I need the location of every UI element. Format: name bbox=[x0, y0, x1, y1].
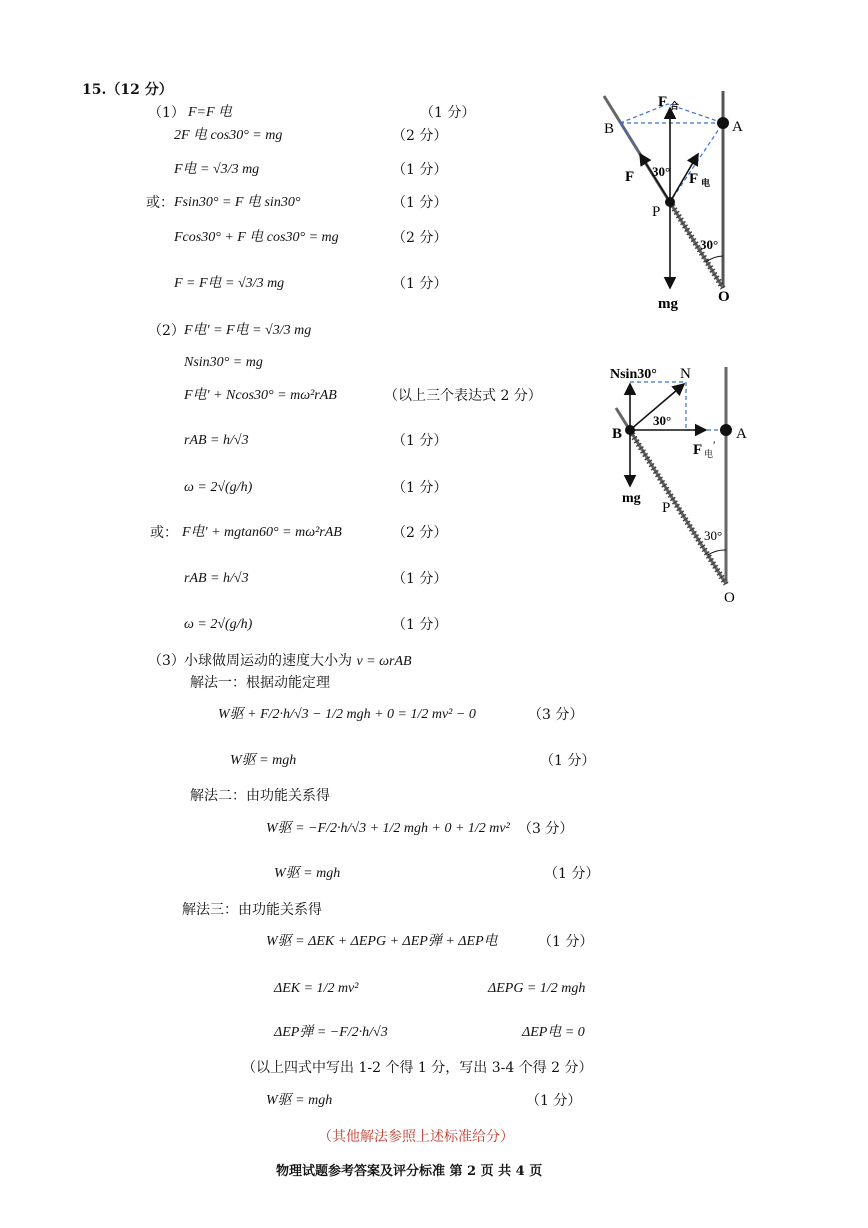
final-mark: （1 分） bbox=[526, 1093, 582, 1109]
label-f-he: F bbox=[658, 94, 668, 110]
label-angle-bottom-2: 30° bbox=[704, 528, 723, 543]
label-angle-top: 30° bbox=[652, 164, 671, 179]
ball-a-2 bbox=[720, 424, 732, 436]
label-b: B bbox=[604, 121, 615, 137]
label-a-2: A bbox=[736, 426, 747, 442]
label-f-he-sub: 合 bbox=[670, 101, 680, 111]
p2-line6: F电′ + mgtan60° = mω²rAB bbox=[182, 525, 342, 540]
p2-line7: rAB = h/√3 bbox=[184, 571, 249, 586]
figure-1-force-diagram bbox=[590, 86, 750, 316]
p2-mark7: （1 分） bbox=[392, 571, 448, 587]
p1-mark6: （1 分） bbox=[392, 276, 448, 292]
label-angle-bottom: 30° bbox=[700, 237, 719, 252]
label-o-2: O bbox=[724, 590, 735, 606]
p2-or-prefix: 或： bbox=[150, 525, 178, 541]
p3-intro: 小球做周运动的速度大小为 v = ωrAB bbox=[184, 653, 412, 669]
p1-mark1: （1 分） bbox=[420, 105, 476, 121]
p2-line8: ω = 2√(g/h) bbox=[184, 617, 253, 632]
label-n: N bbox=[680, 366, 691, 382]
label-nsin: Nsin30° bbox=[610, 367, 657, 382]
label-f-dian-2: F bbox=[693, 442, 703, 458]
final-line: W驱 = mgh bbox=[266, 1093, 333, 1108]
p1-line2: 2F 电 cos30° = mg bbox=[174, 128, 283, 143]
m3-line2a: ΔEK = 1/2 mv² bbox=[274, 981, 359, 996]
p1-line1: F=F 电 bbox=[188, 105, 233, 120]
label-p-2: P bbox=[662, 500, 671, 516]
method2-title: 解法二：由功能关系得 bbox=[190, 788, 330, 804]
label-f-dian-sub: 电 bbox=[701, 178, 711, 188]
m1-mark1: （3 分） bbox=[528, 707, 584, 723]
p2-line1: F电′ = F电 = √3/3 mg bbox=[184, 323, 312, 338]
m1-mark2: （1 分） bbox=[540, 753, 596, 769]
p2-mark8: （1 分） bbox=[392, 617, 448, 633]
p1-or-prefix: 或： bbox=[146, 195, 174, 211]
p2-mark6: （2 分） bbox=[392, 525, 448, 541]
angle-arc-2 bbox=[708, 550, 726, 555]
part2-label: （2） bbox=[148, 323, 185, 339]
m3-line3a: ΔEP弹 = −F/2·h/√3 bbox=[274, 1025, 388, 1040]
label-o: O bbox=[718, 289, 730, 305]
label-mg-2: mg bbox=[622, 491, 641, 506]
m2-mark2: （1 分） bbox=[544, 866, 600, 882]
m3-line1: W驱 = ΔEK + ΔEPG + ΔEP弹 + ΔEP电 bbox=[266, 934, 498, 949]
ball-a bbox=[717, 117, 729, 129]
p2-mark4: （1 分） bbox=[392, 433, 448, 449]
p1-line3: F电 = √3/3 mg bbox=[174, 162, 260, 177]
label-f-dian-prime-2: ′ bbox=[713, 438, 716, 452]
p2-line3: F电′ + Ncos30° = mω²rAB bbox=[184, 388, 337, 403]
p2-mark3: （以上三个表达式 2 分） bbox=[384, 388, 542, 404]
p1-mark3: （1 分） bbox=[392, 162, 448, 178]
p2-line2: Nsin30° = mg bbox=[184, 355, 263, 370]
rule-note: （以上四式中写出 1-2 个得 1 分，写出 3-4 个得 2 分） bbox=[242, 1060, 593, 1076]
label-f-dian-sub-2: 电 bbox=[704, 449, 714, 459]
p1-mark2: （2 分） bbox=[392, 128, 448, 144]
page-footer: 物理试题参考答案及评分标准 第 2 页 共 4 页 bbox=[276, 1164, 543, 1179]
label-mg: mg bbox=[658, 296, 678, 312]
p1-mark4: （1 分） bbox=[392, 195, 448, 211]
method3-title: 解法三：由功能关系得 bbox=[182, 902, 322, 918]
p1-line6: F = F电 = √3/3 mg bbox=[174, 276, 285, 291]
p1-mark5: （2 分） bbox=[392, 230, 448, 246]
other-solutions-note: （其他解法参照上述标准给分） bbox=[318, 1129, 514, 1145]
label-b-2: B bbox=[612, 426, 623, 442]
part1-label: （1） bbox=[148, 105, 185, 121]
m2-line1: W驱 = −F/2·h/√3 + 1/2 mgh + 0 + 1/2 mv² bbox=[266, 821, 510, 836]
p2-line5: ω = 2√(g/h) bbox=[184, 480, 253, 495]
m2-mark1: （3 分） bbox=[518, 821, 574, 837]
m1-line1: W驱 + F/2·h/√3 − 1/2 mgh + 0 = 1/2 mv² − 0 bbox=[218, 707, 476, 722]
part3-label: （3） bbox=[148, 653, 185, 669]
label-f: F bbox=[625, 169, 635, 185]
m3-mark1: （1 分） bbox=[538, 934, 594, 950]
p1-line5: Fcos30° + F 电 cos30° = mg bbox=[174, 230, 339, 245]
m1-line2: W驱 = mgh bbox=[230, 753, 297, 768]
m3-line2b: ΔEPG = 1/2 mgh bbox=[488, 981, 586, 996]
figure-2-force-diagram bbox=[596, 362, 766, 612]
question-number: 15.（12 分） bbox=[82, 82, 173, 98]
p1-line4: Fsin30° = F 电 sin30° bbox=[174, 195, 301, 210]
label-p: P bbox=[652, 204, 661, 220]
method1-title: 解法一：根据动能定理 bbox=[190, 675, 330, 691]
m3-line3b: ΔEP电 = 0 bbox=[522, 1025, 585, 1040]
label-angle-2: 30° bbox=[653, 413, 672, 428]
label-a: A bbox=[732, 119, 743, 135]
m2-line2: W驱 = mgh bbox=[274, 866, 341, 881]
label-f-dian: F bbox=[689, 171, 699, 187]
p2-line4: rAB = h/√3 bbox=[184, 433, 249, 448]
p2-mark5: （1 分） bbox=[392, 480, 448, 496]
